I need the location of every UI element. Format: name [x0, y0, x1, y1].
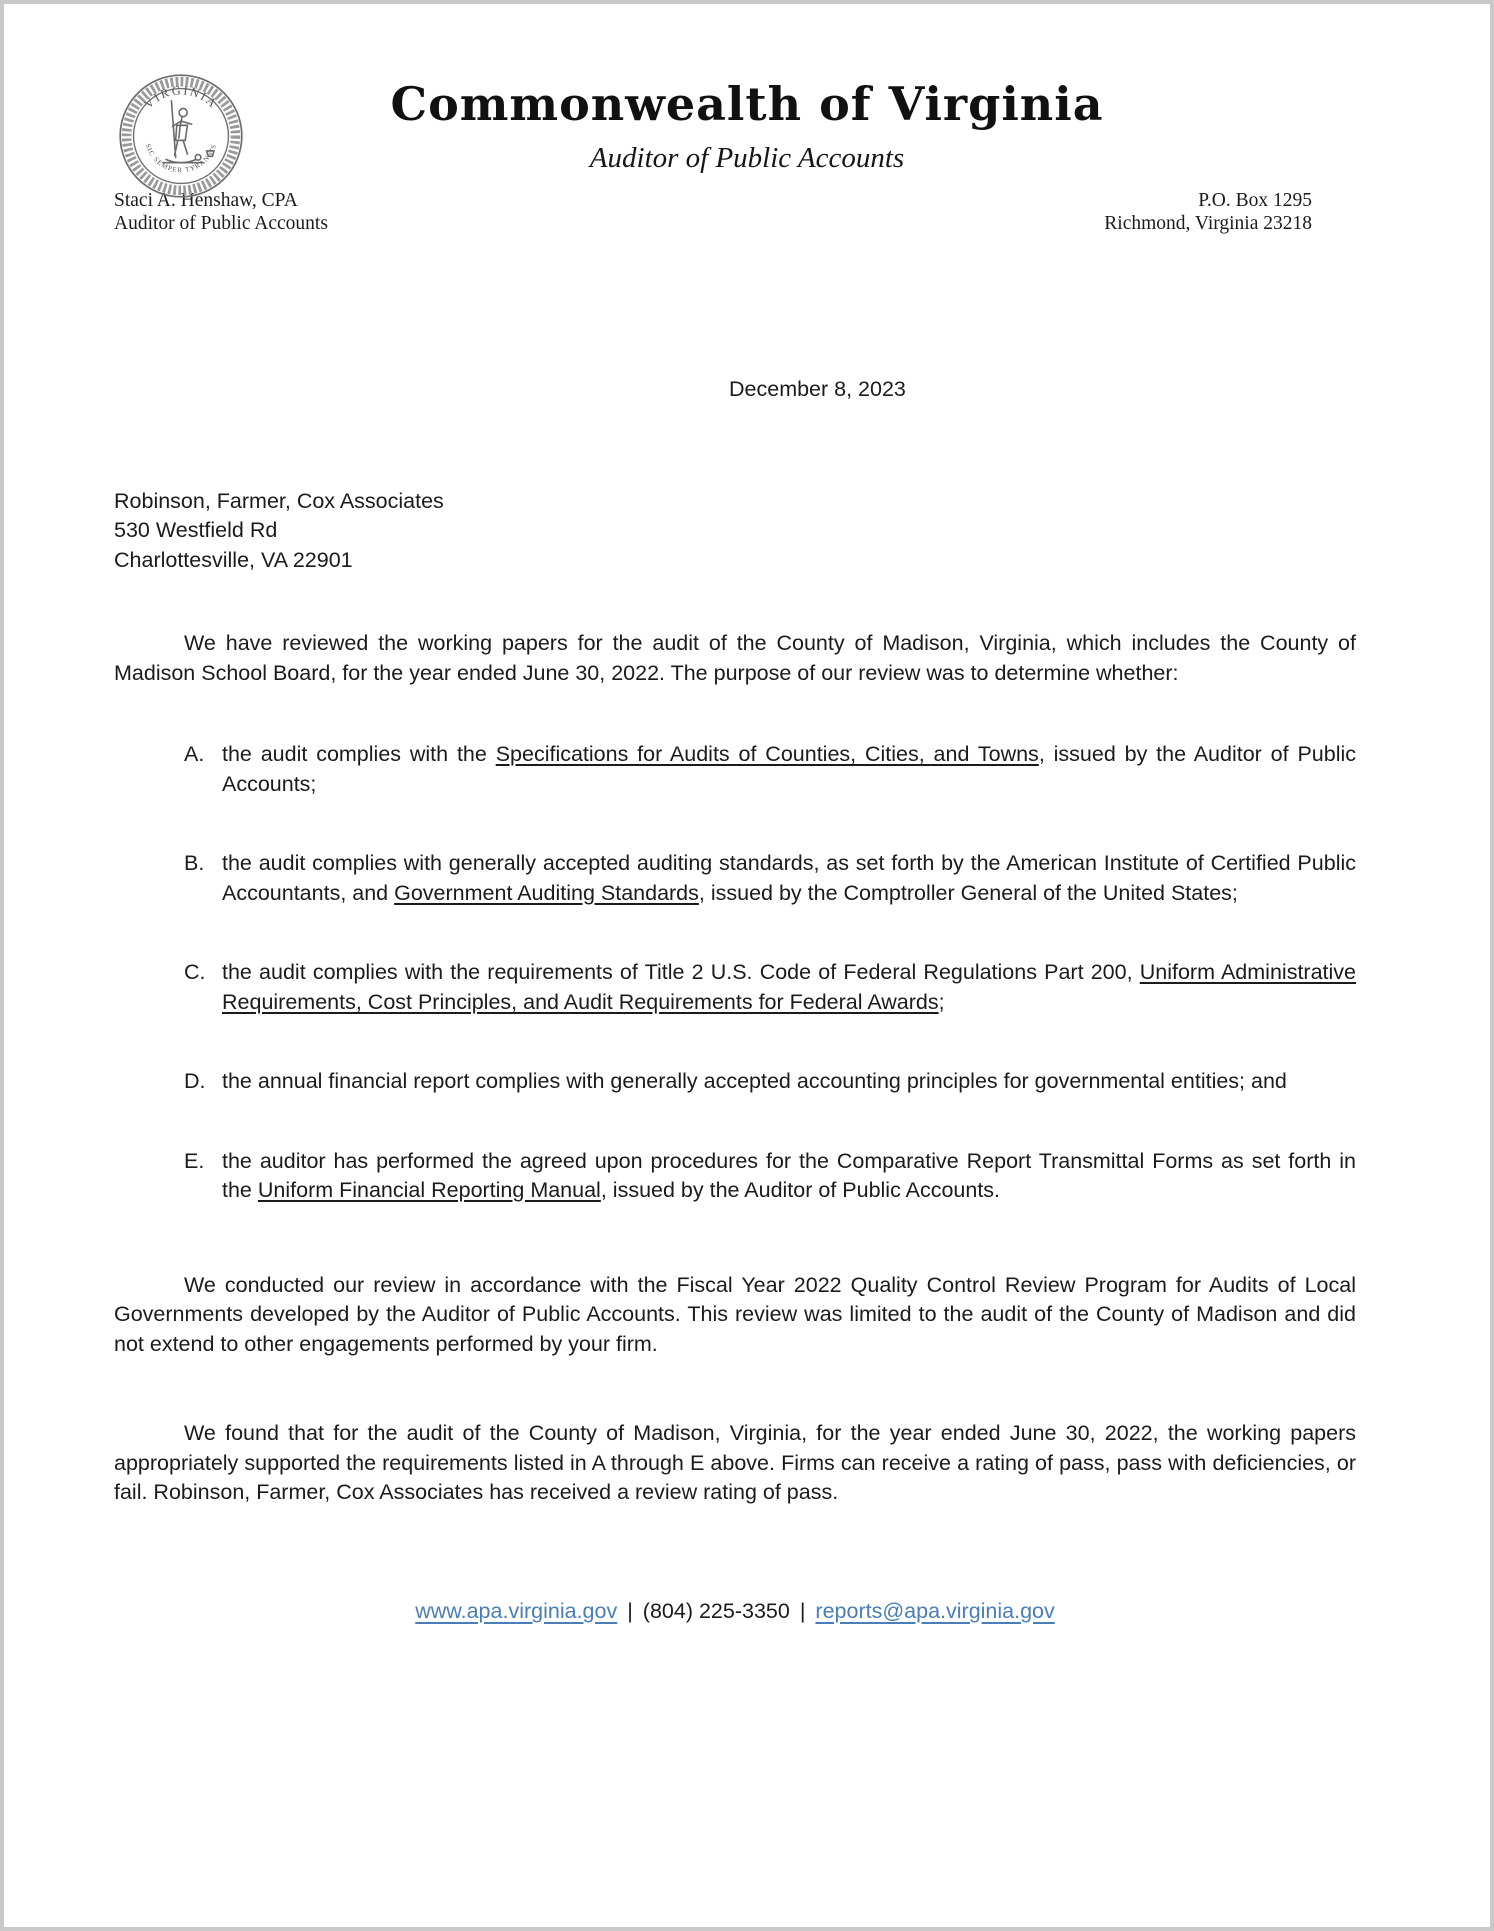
list-item-label: A. — [184, 742, 205, 766]
list-item-text: the annual financial report complies with generally accepted accounting principles for governmental entities; and — [222, 1069, 1287, 1093]
auditor-name: Staci A. Henshaw, CPA — [114, 190, 298, 211]
virginia-seal-icon — [116, 72, 246, 200]
letter-date: December 8, 2023 — [729, 377, 906, 401]
auditor-role: Auditor of Public Accounts — [114, 213, 328, 234]
website-link[interactable]: www.apa.virginia.gov — [415, 1598, 618, 1623]
recipient-city: Charlottesville, VA 22901 — [114, 547, 353, 572]
footer-separator: | — [627, 1598, 633, 1623]
list-item-label: B. — [184, 851, 205, 875]
list-item — [184, 1067, 1356, 1097]
recipient-name: Robinson, Farmer, Cox Associates — [114, 488, 444, 513]
seal-top-text: VIRGINIA — [141, 83, 221, 112]
list-item — [184, 1147, 1356, 1206]
virtus-figure-icon — [163, 101, 214, 163]
masthead-contact-row — [114, 189, 1356, 235]
paragraph-intro: We have reviewed the working papers for the audit of the County of Madison, Virginia, which includes the County of Madison School Board, for the year ended June 30, 2022. The purpose of our review was to determine whether: — [114, 631, 1356, 685]
requirements-list — [114, 740, 1356, 1206]
footer-contact-line — [114, 1597, 1356, 1627]
seal-bottom-text: SIC SEMPER TYRANNIS — [143, 143, 219, 175]
paragraph-found: We found that for the audit of the County of Madison, Virginia, for the year ended June 30, 2022, the working papers appropriately supported the requirements listed in A through E above. Firms can receive a rating of pass, pass with deficiencies, or fail. Robinson, Farmer, Cox Associates has received a review rating of pass. — [114, 1421, 1356, 1504]
list-item-label: D. — [184, 1069, 206, 1093]
city-state-zip-line: Richmond, Virginia 23218 — [1104, 213, 1312, 234]
list-item-text: the audit complies with the Specifications for Audits of Counties, Cities, and Towns, issued by the Auditor of Public Accounts; — [222, 742, 1357, 796]
phone-number: (804) 225-3350 — [642, 1598, 790, 1623]
list-item — [184, 740, 1356, 799]
paragraph-conducted: We conducted our review in accordance with the Fiscal Year 2022 Quality Control Review Program for Audits of Local Governments developed by the Auditor of Public Accounts. This review was limited to the audit of the County of Madison and did not extend to other engagements performed by your firm. — [114, 1272, 1356, 1356]
list-item-text: the audit complies with the requirements of Title 2 U.S. Code of Federal Regulations Part 200, Uniform Administrative Requirements, Cost Principles, and Audit Requirements for Federal Awards; — [222, 960, 1356, 1014]
email-link[interactable]: reports@apa.virginia.gov — [815, 1598, 1055, 1623]
page-subtitle: Auditor of Public Accounts — [589, 142, 905, 174]
recipient-street: 530 Westfield Rd — [114, 518, 278, 542]
list-item-text: the auditor has performed the agreed upon procedures for the Comparative Report Transmittal Forms as set forth in the Uniform Financial Reporting Manual, issued by the Auditor of Public Accounts. — [222, 1148, 1356, 1202]
page-title: Commonwealth of Virginia — [390, 77, 1104, 131]
recipient-address — [114, 487, 1356, 576]
po-box-line: P.O. Box 1295 — [1198, 190, 1312, 211]
footer-separator: | — [799, 1598, 806, 1623]
list-item-label: E. — [184, 1148, 205, 1173]
list-item-label: C. — [184, 960, 206, 984]
list-item-text: the audit complies with generally accepted auditing standards, as set forth by the American Institute of Certified Public Accountants, and Government Auditing Standards, issued by the Comptroller General of the United States; — [222, 851, 1356, 905]
office-address — [1104, 189, 1312, 235]
list-item — [184, 958, 1356, 1017]
list-item — [184, 849, 1356, 908]
